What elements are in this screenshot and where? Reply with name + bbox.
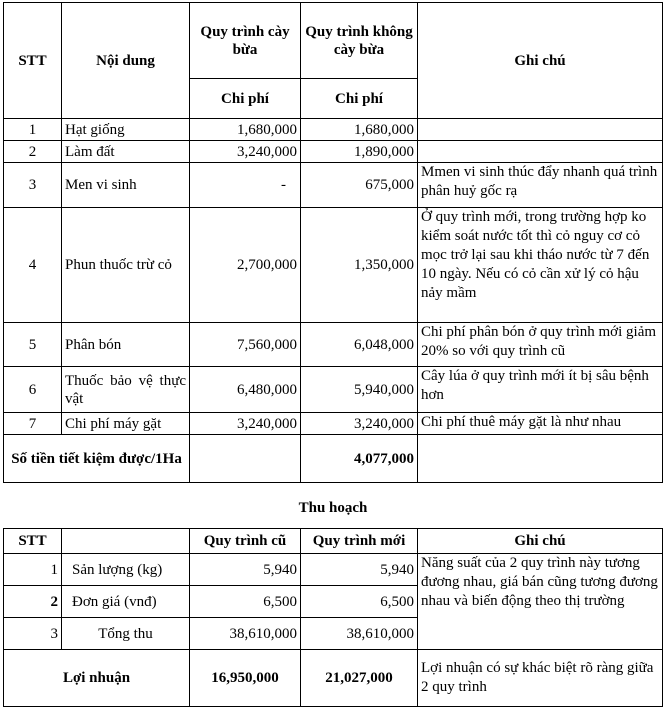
table-row (4, 208, 663, 323)
row-stt: 2 (4, 141, 62, 163)
row-stt: 1 (4, 554, 62, 586)
header-note: Ghi chú (418, 3, 663, 119)
row-cost-old: - (190, 163, 301, 208)
row-content: Phân bón (62, 323, 190, 367)
row-stt: 3 (4, 163, 62, 208)
savings-empty-cell (190, 435, 301, 483)
row-note (418, 141, 663, 163)
row-note: Ở quy trình mới, trong trường hợp ko kiểm soát nước tốt thì cỏ nguy cơ cỏ mọc trở lại sau khi tháo nước từ 7 đến 10 ngày. Nếu có cỏ cần xử lý cỏ hậu nảy mầm (418, 208, 663, 323)
harvest-header-item (62, 529, 190, 554)
row-stt: 2 (4, 586, 62, 618)
row-cost-new: 3,240,000 (301, 413, 418, 435)
header-content: Nội dung (62, 3, 190, 119)
row-cost-new: 6,048,000 (301, 323, 418, 367)
row-item: Sản lượng (kg) (62, 554, 190, 586)
row-stt: 6 (4, 367, 62, 413)
row-cost-new: 1,890,000 (301, 141, 418, 163)
row-old: 38,610,000 (190, 618, 301, 650)
table-row (4, 141, 663, 163)
savings-note-empty (418, 435, 663, 483)
row-cost-old: 6,480,000 (190, 367, 301, 413)
harvest-table (3, 528, 663, 707)
row-content: Chi phí máy gặt (62, 413, 190, 435)
table-row (4, 367, 663, 413)
profit-old: 16,950,000 (190, 650, 301, 707)
row-stt: 4 (4, 208, 62, 323)
row-cost-new: 5,940,000 (301, 367, 418, 413)
row-new: 38,610,000 (301, 618, 418, 650)
harvest-header-note: Ghi chú (418, 529, 663, 554)
row-cost-old: 7,560,000 (190, 323, 301, 367)
profit-note: Lợi nhuận có sự khác biệt rõ ràng giữa 2 quy trình (418, 650, 663, 707)
table-row (4, 323, 663, 367)
row-cost-new: 1,680,000 (301, 119, 418, 141)
row-cost-old: 3,240,000 (190, 141, 301, 163)
header-process-new: Quy trình không cày bừa (301, 3, 418, 79)
savings-label: Số tiền tiết kiệm được/1Ha (4, 435, 190, 483)
row-note (418, 119, 663, 141)
harvest-title: Thu hoạch (298, 500, 368, 516)
row-content: Men vi sinh (62, 163, 190, 208)
header-process-old: Quy trình cày bừa (190, 3, 301, 79)
row-note: Chi phí phân bón ở quy trình mới giảm 20% so với quy trình cũ (418, 323, 663, 367)
row-content: Thuốc bảo vệ thực vật (62, 367, 190, 413)
row-new: 6,500 (301, 586, 418, 618)
row-content: Hạt giống (62, 119, 190, 141)
row-cost-old: 3,240,000 (190, 413, 301, 435)
row-content: Làm đất (62, 141, 190, 163)
header-cost-new: Chi phí (301, 79, 418, 119)
row-new: 5,940 (301, 554, 418, 586)
row-item: Tổng thu (62, 618, 190, 650)
harvest-header-new: Quy trình mới (301, 529, 418, 554)
row-stt: 7 (4, 413, 62, 435)
row-stt: 5 (4, 323, 62, 367)
savings-row (4, 435, 663, 483)
row-cost-old: 1,680,000 (190, 119, 301, 141)
profit-label: Lợi nhuận (4, 650, 190, 707)
cost-comparison-table (3, 2, 663, 483)
row-stt: 3 (4, 618, 62, 650)
row-item: Đơn giá (vnđ) (62, 586, 190, 618)
header-cost-old: Chi phí (190, 79, 301, 119)
table-row (4, 413, 663, 435)
profit-row (4, 650, 663, 707)
harvest-header-old: Quy trình cũ (190, 529, 301, 554)
table-row (4, 554, 663, 586)
savings-value: 4,077,000 (301, 435, 418, 483)
row-old: 6,500 (190, 586, 301, 618)
harvest-rows-note: Năng suất của 2 quy trình này tương đương nhau, giá bán cũng tương đương nhau và biến động theo thị trường (418, 554, 663, 650)
table-row (4, 163, 663, 208)
row-content: Phun thuốc trừ cỏ (62, 208, 190, 323)
table-row (4, 119, 663, 141)
row-old: 5,940 (190, 554, 301, 586)
row-note: Chi phí thuê máy gặt là như nhau (418, 413, 663, 435)
header-stt: STT (4, 3, 62, 119)
row-cost-old: 2,700,000 (190, 208, 301, 323)
row-cost-new: 1,350,000 (301, 208, 418, 323)
row-stt: 1 (4, 119, 62, 141)
harvest-header-stt: STT (4, 529, 62, 554)
row-cost-new: 675,000 (301, 163, 418, 208)
profit-new: 21,027,000 (301, 650, 418, 707)
row-note: Mmen vi sinh thúc đẩy nhanh quá trình phân huỷ gốc rạ (418, 163, 663, 208)
row-note: Cây lúa ở quy trình mới ít bị sâu bệnh hơn (418, 367, 663, 413)
